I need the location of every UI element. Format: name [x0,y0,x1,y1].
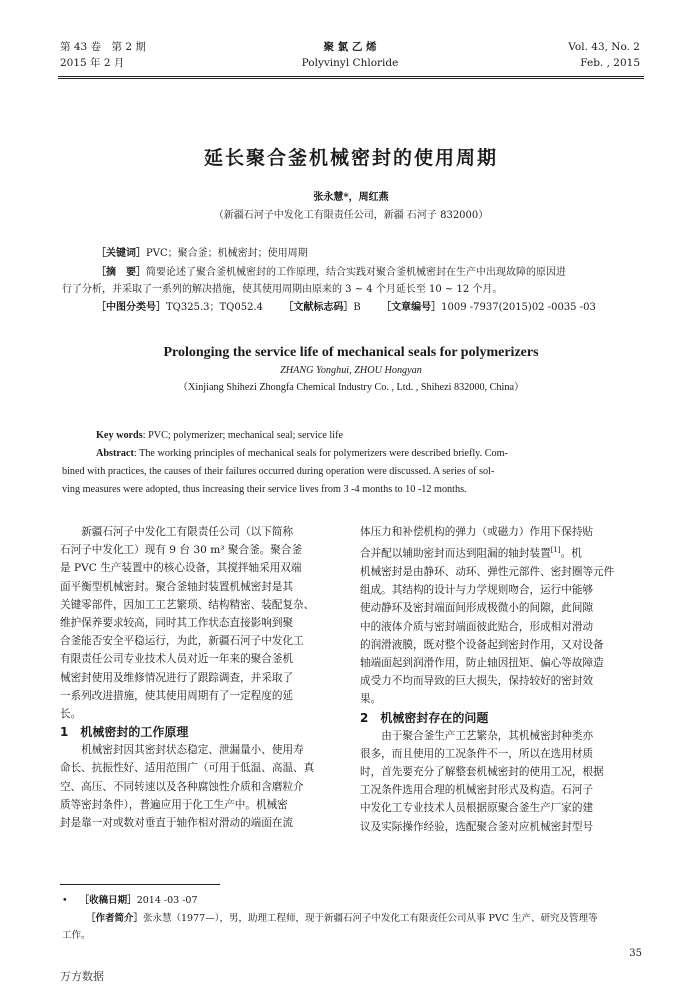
sec2-line: 工况条件选用合理的机械密封形式及构造。石河子 [360,784,594,797]
p1-line: 的润滑液膜，既对整个设备起到密封作用，又对设备 [360,638,604,651]
intro-line: 新疆石河子中发化工有限责任公司（以下简称 [81,526,294,538]
footnote-author [86,911,598,927]
section-1-heading: 1 机械密封的工作原理 [60,725,189,740]
keywords-cn-text: PVC；聚合釜；机械密封；使用周期 [146,248,308,259]
abstract-en-line2: bined with practices, the causes of their failures occurred during operation were discussed. A series of sol- [62,466,495,477]
clc-label: ［中图分类号］ [96,302,166,313]
header-date-en: Feb. , 2015 [580,57,640,69]
authors-cn: 张永慧*，周红燕 [313,192,389,203]
intro-line: 一系列改进措施，使其使用周期有了一定程度的延 [60,689,294,702]
section-1-paragraph [60,741,340,832]
p1-line: 中的液体介质与密封端面彼此贴合，形成相对滑动 [360,620,594,633]
footnote-received [62,893,198,909]
affiliation-cn: （新疆石河子中发化工有限责任公司，新疆 石河子 832000） [213,210,489,221]
article-no-label: ［文章编号］ [381,302,442,313]
intro-line: 是 PVC 生产装置中的核心设备，其搅拌轴采用双端 [60,562,302,575]
doc-code-value: B [353,302,361,313]
abstract-en-label: Abstract [96,448,134,459]
keywords-en [96,428,343,444]
header-volume-en: Vol. 43, No. 2 [568,41,640,53]
intro-line: 石河子中发化工）现有 9 台 30 m³ 聚合釜。聚合釜 [60,544,303,557]
header-journal-en: Polyvinyl Chloride [301,57,399,69]
p1-line: 成受力不均而导致的巨大损失，保持较好的密封效 [360,675,594,688]
article-no-value: 1009 -7937(2015)02 -0035 -03 [441,302,596,313]
keywords-en-text: : PVC; polymerizer; mechanical seal; service life [142,430,343,441]
title-cn: 延长聚合釜机械密封的使用周期 [203,147,498,169]
p1-line: 体压力和补偿机构的弹力（或磁力）作用下保持贴 [360,526,594,538]
p1-line: 机械密封是由静环、动环、弹性元部件、密封圈等元件 [360,565,615,578]
page-number: 35 [629,948,642,959]
authors-en: ZHANG Yonghui, ZHOU Hongyan [280,365,422,376]
abstract-cn-line2: 行了分析，并采取了一系列的解决措施，使其使用周期由原来的 3 ~ 4 个月延长至 10 ~ 12 个月。 [62,284,503,295]
abstract-cn-line1 [96,265,642,281]
keywords-cn-label: ［关键词］ [96,248,146,259]
intro-line: 长。 [60,708,82,721]
principle-paragraph [360,523,642,709]
header-rule [58,76,644,77]
intro-paragraph [60,523,340,723]
intro-line: 维护保养要求较高，同时其工作状态直接影响到聚 [60,617,294,630]
left-column [60,523,340,832]
title-en: Prolonging the service life of mechanical seals for polymerizers [163,345,539,360]
header-rule-thin [58,78,644,79]
p1-line: 使动静环及密封端面间形成极微小的间隙，此间隙 [360,602,594,615]
p1-line-text: 合并配以辅助密封而达到阻漏的轴封装置 [360,547,551,560]
sec1-line: 机械密封因其密封状态稳定、泄漏量小、使用寿 [81,744,304,757]
intro-line: 关键零部件，因加工工艺繁琐、结构精密、装配复杂、 [60,598,315,611]
p1-line-tail: 。机 [560,547,582,560]
footnote-rule [60,884,220,885]
intro-line: 有限责任公司专业技术人员对近一年来的聚合釜机 [60,653,294,666]
intro-line: 械密封使用及维修情况进行了跟踪调查，并采取了 [60,671,294,684]
header-journal-cn: 聚 氯 乙 烯 [323,41,377,53]
footnote-bullet: • [62,895,68,906]
classification-line [96,300,596,316]
sec2-line: 由于聚合釜生产工艺繁杂，其机械密封种类亦 [381,729,594,742]
author-bio-text: 张永慧（1977—），男，助理工程师，现于新疆石河子中发化工有限责任公司从事 PVC 生产、研究及管理等 [143,913,598,924]
sec1-line: 空、高压、不同转速以及各种腐蚀性介质和含磨粒介 [60,780,304,793]
abstract-en-text: : The working principles of mechanical seals for polymerizers were described briefly. Com- [133,448,508,459]
doc-code-label: ［文献标志码］ [283,302,354,313]
intro-line: 合釜能否安全平稳运行，为此，新疆石河子中发化工 [60,635,304,648]
sec2-line: 很多，而且使用的工况条件不一，所以在选用材质 [360,747,594,760]
section-2-paragraph [360,727,642,836]
p1-line: 果。 [360,693,382,706]
sec1-line: 命长、抗振性好、适用范围广（可用于低温、高温、真 [60,762,315,775]
abstract-cn-label: ［摘 要］ [96,267,146,278]
p1-line: 组成。其结构的设计与力学规则吻合，运行中能够 [360,584,594,597]
right-column [360,523,642,836]
author-bio-label: ［作者简介］ [86,913,144,924]
sec1-line: 封是靠一对或数对垂直于轴作相对滑动的端面在流 [60,817,294,830]
keywords-en-label: Key words [96,430,143,441]
header-volume-cn: 第 43 卷 第 2 期 [60,41,146,53]
affiliation-en: （Xinjiang Shihezi Zhongfa Chemical Industry Co. , Ltd. , Shihezi 832000, China） [177,382,525,393]
reference-1[interactable]: [1] [550,546,561,555]
section-2-heading: 2 机械密封存在的问题 [360,710,489,725]
received-label: ［收稿日期］ [79,895,137,906]
intro-line: 面平衡型机械密封。聚合釜轴封装置机械密封是其 [60,580,294,593]
p1-line: 轴端面起到润滑作用，防止轴因扭矩、偏心等故障造 [360,656,604,669]
received-date: 2014 -03 -07 [136,895,198,906]
sec2-line: 中发化工专业技术人员根据原聚合釜生产厂家的建 [360,802,594,815]
watermark: 万方数据 [60,970,104,983]
sec2-line: 议及实际操作经验，选配聚合釜对应机械密封型号 [360,820,594,833]
clc-value: TQ325.3；TQ052.4 [166,302,263,313]
p1-line [360,541,642,563]
abstract-en-line1 [96,446,508,462]
footnote-author-line2: 工作。 [62,930,91,941]
sec2-line: 时，首先要充分了解整套机械密封的使用工况，根据 [360,765,604,778]
header-date-cn: 2015 年 2 月 [60,57,125,69]
keywords-cn [96,246,308,262]
abstract-cn-text: 简要论述了聚合釜机械密封的工作原理，结合实践对聚合釜机械密封在生产中出现故障的原因进 [146,267,566,278]
abstract-en-line3: ving measures were adopted, thus increasing their service lives from 3 -4 months to 10 -12 months. [62,484,467,495]
sec1-line: 质等密封条件），普遍应用于化工生产中。机械密 [60,798,288,811]
